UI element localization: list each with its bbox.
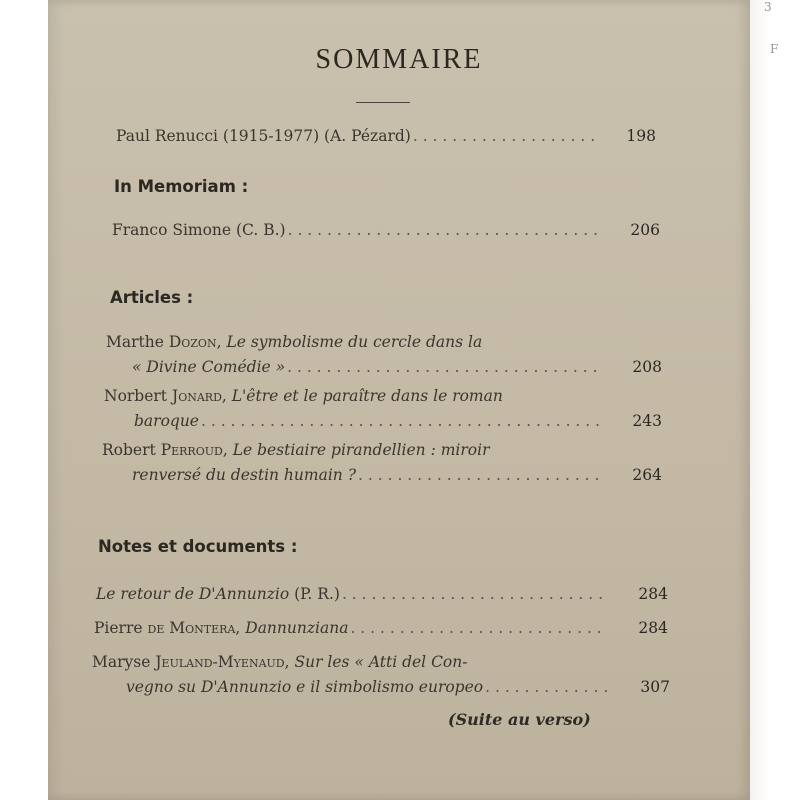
title-rule — [356, 102, 410, 103]
leader-dots — [413, 124, 594, 149]
toc-entry — [112, 218, 660, 243]
author-particle: de — [147, 619, 165, 637]
edge-mark: F — [770, 42, 779, 56]
entry-text: Paul Renucci (1915-1977) (A. Pézard) — [116, 127, 411, 145]
author-last: Jonard — [171, 387, 222, 405]
entry-title-cont: renversé du destin humain ? — [132, 466, 357, 484]
page-title: SOMMAIRE — [315, 44, 483, 75]
toc-entry: Norbert Jonard , L'être et le paraître dans le roman baroque . . . 243 — [104, 384, 662, 434]
leader-dots — [288, 218, 598, 243]
entry-title: L'être et le paraître dans le roman — [231, 387, 503, 405]
page-number: 198 — [626, 127, 656, 145]
edge-mark: 3 — [764, 0, 772, 14]
entry-title-cont: vegno su D'Annunzio e il simbolismo europeo — [126, 678, 484, 696]
author-last: Perroud — [160, 441, 223, 459]
entry-title-cont: « Divine Comédie » — [132, 358, 286, 376]
toc-entry — [96, 582, 668, 607]
page-number: 284 — [638, 585, 668, 603]
author-last: Dozon — [168, 333, 217, 351]
entry-title-cont: baroque — [134, 412, 199, 430]
author-first: Maryse — [92, 653, 151, 671]
page-number: 243 — [632, 412, 662, 430]
entry-suffix: (P. R.) — [294, 585, 340, 603]
page-number: 284 — [638, 619, 668, 637]
section-heading-articles: Articles : — [110, 288, 194, 307]
page-number: 208 — [632, 358, 662, 376]
toc-entry: Pierre de Montera , Dannunziana . . . 284 — [94, 616, 668, 641]
leader-dots — [358, 463, 600, 488]
author-last: Montera — [169, 619, 236, 637]
entry-title: Le symbolisme du cercle dans la — [226, 333, 483, 351]
continued-note: (Suite au verso) — [448, 710, 591, 729]
leader-dots — [485, 675, 608, 700]
entry-text: Franco Simone (C. B.) — [112, 221, 286, 239]
entry-title: Le bestiaire pirandellien : miroir — [232, 441, 490, 459]
section-heading-notes: Notes et documents : — [98, 537, 298, 556]
next-page-edge — [750, 0, 800, 800]
author-first: Pierre — [94, 619, 143, 637]
leader-dots — [201, 409, 600, 434]
toc-entry-intro — [116, 124, 656, 149]
entry-title: Le retour de D'Annunzio — [96, 585, 290, 603]
document-page — [48, 0, 750, 800]
leader-dots — [287, 355, 600, 380]
entry-title: Sur les « Atti del Con- — [294, 653, 468, 671]
toc-entry: Maryse Jeuland-Myenaud , Sur les « Atti del Con- vegno su D'Annunzio e il simbolismo europeo . . . 307 — [92, 650, 670, 700]
author-last: Jeuland-Myenaud — [155, 653, 285, 671]
entry-title: Dannunziana — [245, 619, 349, 637]
toc-entry: Robert Perroud , Le bestiaire pirandellien : miroir renversé du destin humain ? . . . 264 — [102, 438, 662, 488]
author-first: Robert — [102, 441, 156, 459]
page-number: 307 — [640, 678, 670, 696]
page-number: 206 — [630, 221, 660, 239]
leader-dots — [342, 582, 606, 607]
toc-entry: Marthe Dozon , Le symbolisme du cercle dans la « Divine Comédie » . . . 208 — [106, 330, 662, 380]
leader-dots — [350, 616, 606, 641]
author-first: Marthe — [106, 333, 164, 351]
author-first: Norbert — [104, 387, 168, 405]
section-heading-in-memoriam: In Memoriam : — [114, 177, 249, 196]
page-number: 264 — [632, 466, 662, 484]
